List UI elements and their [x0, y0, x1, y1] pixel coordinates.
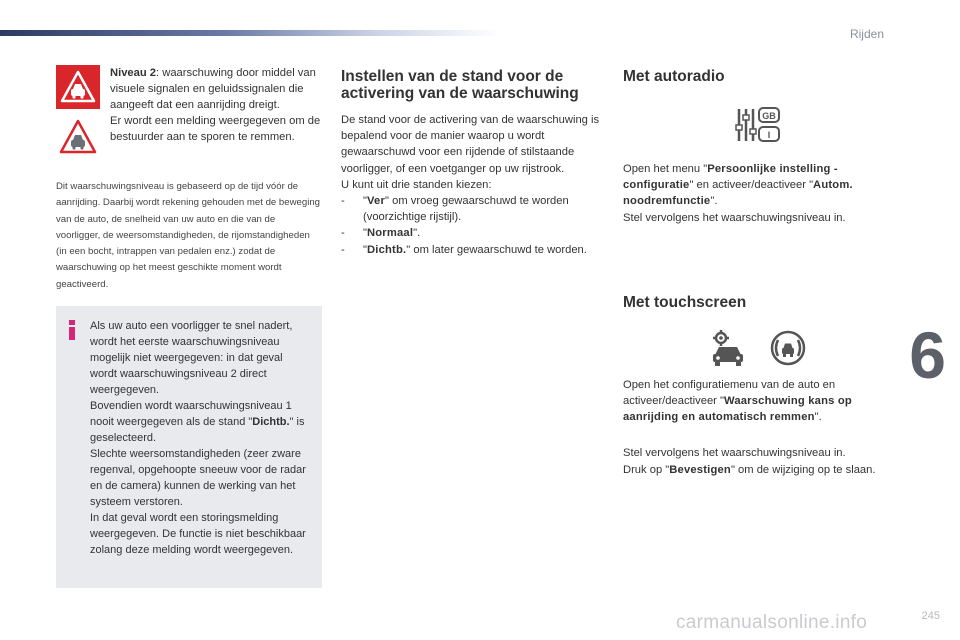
option-item: - "Dichtb." om later gewaarschuwd te worden. — [341, 243, 587, 256]
setting-body — [341, 112, 603, 258]
touchscreen-icons — [623, 329, 893, 367]
touchscreen-instructions-2: Stel vervolgens het waarschuwingsniveau in. Druk op "Bevestigen" om de wijziging op te slaan. — [623, 447, 876, 476]
section-label: Rijden — [849, 27, 884, 41]
info-box — [56, 306, 322, 588]
column-left — [56, 65, 322, 588]
info-text-2: Bovendien wordt waarschuwingsniveau 1 nooit weergegeven als de stand "Dichtb." is geselecteerd. — [90, 400, 305, 445]
niveau-2-title: Niveau 2 — [110, 67, 157, 79]
niveau-2-text — [110, 65, 322, 159]
section-title-touchscreen: Met touchscreen — [623, 293, 747, 311]
collision-warning-outline-icon — [56, 115, 100, 159]
page-number: 245 — [921, 610, 940, 622]
radio-icon-label-gb: GB — [762, 111, 776, 121]
vehicle-settings-icon — [709, 329, 747, 367]
info-text-1: Als uw auto een voorligger te snel nadert, wordt het eerste waarschuwingsniveau mogelijk niet weergegeven: in dat geval wordt waarschuwingsniveau 2 direct weergegeven. — [90, 320, 293, 397]
radio-instructions: Open het menu "Persoonlijke instelling - configuratie" en activeer/deactiveer "Autom. noodremfunctie". Stel vervolgens het waarschuwingsniveau in. — [623, 163, 853, 224]
collision-warning-red-icon — [56, 65, 100, 109]
section-title-radio: Met autoradio — [623, 68, 725, 85]
info-icon — [66, 320, 78, 340]
section-title-setting: Instellen van de stand voor de activering van de waarschuwing — [341, 68, 579, 102]
option-item: - "Normaal". — [341, 227, 421, 240]
column-right — [623, 68, 893, 478]
setting-intro: De stand voor de activering van de waarschuwing is bepalend voor de manier waarop u wordt gewaarschuwd voor een rijdende of stilstaande voorligger, of een voetganger op uw rijstrook. — [341, 114, 600, 175]
header-bar — [0, 30, 500, 36]
chapter-number: 6 — [909, 318, 946, 392]
niveau-2-desc: : waarschuwing door middel van visuele signalen en geluidssignalen die aangeeft dat een aanrijding dreigt. — [110, 67, 316, 111]
collision-alert-icon — [769, 329, 807, 367]
column-middle — [341, 68, 603, 258]
warning-level-note: Dit waarschuwingsniveau is gebaseerd op de tijd vóór de aanrijding. Daarbij wordt rekening gehouden met de beweging van de auto, de snelheid van uw auto en die van de voorligger, de weersomstandigheden, de rijomstandigheden (in een bocht, intrappen van pedalen enz.) zodat de waarschuwing op het meest geschikte moment wordt geactiveerd. — [56, 181, 321, 290]
niveau-icons — [56, 65, 100, 159]
niveau-2-block — [56, 65, 322, 159]
watermark: carmanualsonline.info — [676, 612, 868, 633]
touchscreen-instructions: Open het configuratiemenu van de auto en activeer/deactiveer "Waarschuwing kans op aanrijding en automatisch remmen". — [623, 378, 852, 424]
option-item: - "Ver" om vroeg gewaarschuwd te worden (voorzichtige rijstijl). — [341, 195, 569, 224]
radio-settings-icon — [734, 105, 782, 145]
niveau-2-desc2: Er wordt een melding weergegeven om de bestuurder aan te sporen te remmen. — [110, 115, 321, 143]
setting-choose: U kunt uit drie standen kiezen: — [341, 178, 492, 191]
radio-icon-label-i: I — [767, 130, 771, 140]
info-text-3: Slechte weersomstandigheden (zeer zware regenval, opgehoopte sneeuw voor de radar en de camera) kunnen de werking van het systeem verstoren. — [90, 448, 306, 509]
info-text-4: In dat geval wordt een storingsmelding weergegeven. De functie is niet beschikbaar zolang deze melding wordt weergegeven. — [90, 512, 306, 557]
